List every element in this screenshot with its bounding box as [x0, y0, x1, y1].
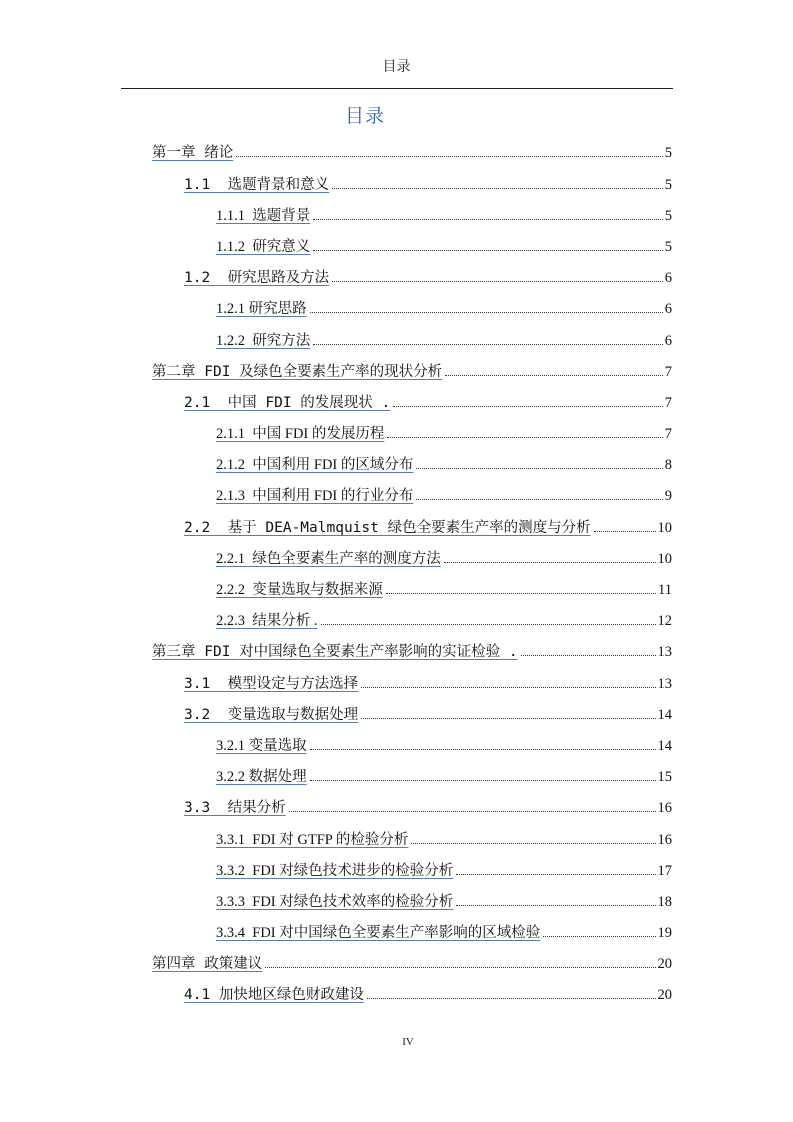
toc-entry-page-number: 9: [664, 488, 672, 505]
toc-dot-leader: [236, 155, 663, 157]
toc-chapter-entry[interactable]: [152, 138, 672, 169]
toc-entry-page-number: 6: [664, 301, 672, 318]
toc-dot-leader: [416, 467, 662, 469]
toc-entry-page-number: 16: [657, 800, 672, 817]
toc-subsection-entry[interactable]: [216, 201, 672, 232]
toc-entry-title[interactable]: 第一章 绪论: [152, 145, 234, 162]
toc-entry-page-number: 7: [664, 394, 672, 411]
toc-entry-page-number: 8: [664, 457, 672, 474]
toc-entry-page-number: 13: [657, 644, 672, 661]
toc-subsection-entry[interactable]: [216, 762, 672, 793]
toc-entry-page-number: 7: [664, 426, 672, 443]
toc-dot-leader: [313, 343, 663, 345]
toc-chapter-entry[interactable]: [152, 637, 672, 668]
toc-entry-title[interactable]: 1.2.1 研究思路: [216, 301, 307, 318]
toc-dot-leader: [393, 405, 662, 407]
toc-dot-leader: [265, 966, 655, 968]
toc-entry-page-number: 5: [664, 176, 672, 193]
toc-entry-title[interactable]: 1.1 选题背景和意义: [184, 176, 330, 193]
toc-section-entry[interactable]: [184, 700, 672, 731]
toc-subsection-entry[interactable]: [216, 481, 672, 512]
toc-dot-leader: [361, 686, 655, 688]
toc-subsection-entry[interactable]: [216, 606, 672, 637]
toc-entry-title[interactable]: 4.1 加快地区绿色财政建设: [184, 987, 364, 1004]
toc-subsection-entry[interactable]: [216, 887, 672, 918]
toc-entry-title[interactable]: 2.2 基于 DEA-Malmquist 绿色全要素生产率的测度与分析: [184, 519, 591, 536]
toc-subsection-entry[interactable]: [216, 326, 672, 357]
running-header: 目录: [382, 60, 411, 75]
toc-dot-leader: [310, 779, 656, 781]
toc-dot-leader: [310, 311, 663, 313]
toc-entry-title[interactable]: 2.1 中国 FDI 的发展现状 .: [184, 394, 391, 411]
toc-dot-leader: [411, 842, 655, 844]
toc-subsection-entry[interactable]: [216, 544, 672, 575]
toc-dot-leader: [521, 654, 656, 656]
toc-dot-leader: [543, 935, 655, 937]
header-rule: [121, 88, 673, 89]
toc-entry-page-number: 7: [664, 363, 672, 380]
toc-dot-leader: [289, 810, 656, 812]
toc-dot-leader: [321, 623, 656, 625]
toc-subsection-entry[interactable]: [216, 450, 672, 481]
toc-dot-leader: [456, 904, 655, 906]
toc-section-entry[interactable]: [184, 793, 672, 824]
toc-dot-leader: [444, 561, 656, 563]
toc-entry-page-number: 16: [657, 831, 672, 848]
toc-entry-title[interactable]: 1.2.2 研究方法: [216, 332, 311, 349]
toc-section-entry[interactable]: [184, 513, 672, 544]
toc-dot-leader: [332, 280, 663, 282]
toc-entry-title[interactable]: 2.2.1 绿色全要素生产率的测度方法: [216, 550, 441, 567]
toc-subsection-entry[interactable]: [216, 856, 672, 887]
toc-entry-page-number: 6: [664, 270, 672, 287]
toc-entry-title[interactable]: 3.3 结果分析: [184, 800, 286, 817]
toc-entry-title[interactable]: 1.2 研究思路及方法: [184, 270, 330, 287]
toc-dot-leader: [313, 218, 663, 220]
toc-section-entry[interactable]: [184, 170, 672, 201]
toc-dot-leader: [387, 436, 662, 438]
toc-dot-leader: [313, 249, 663, 251]
toc-dot-leader: [594, 530, 656, 532]
toc-dot-leader: [456, 873, 655, 875]
toc-entry-title[interactable]: 3.3.3 FDI 对绿色技术效率的检验分析: [216, 893, 454, 910]
toc-entry-title[interactable]: 第二章 FDI 及绿色全要素生产率的现状分析: [152, 363, 443, 380]
toc-entry-page-number: 19: [657, 925, 672, 942]
toc-dot-leader: [367, 997, 656, 999]
toc-entry-page-number: 5: [664, 145, 672, 162]
toc-entry-title[interactable]: 3.2.2 数据处理: [216, 769, 307, 786]
toc-entry-title[interactable]: 2.2.2 变量选取与数据来源: [216, 582, 383, 599]
toc-entry-page-number: 17: [657, 862, 672, 879]
toc-dot-leader: [386, 592, 656, 594]
toc-dot-leader: [310, 748, 656, 750]
toc-dot-leader: [416, 498, 662, 500]
page-number-footer: IV: [402, 1036, 414, 1048]
toc-chapter-entry[interactable]: [152, 949, 672, 980]
toc-entry-title[interactable]: 3.3.2 FDI 对绿色技术进步的检验分析: [216, 862, 454, 879]
toc-section-entry[interactable]: [184, 388, 672, 419]
toc-entry-page-number: 14: [657, 706, 672, 723]
toc-section-entry[interactable]: [184, 980, 672, 1011]
toc-dot-leader: [361, 717, 655, 719]
toc-entry-page-number: 20: [657, 956, 672, 973]
toc-entry-title[interactable]: 1.1.2 研究意义: [216, 238, 311, 255]
toc-entry-page-number: 10: [657, 519, 672, 536]
toc-dot-leader: [445, 374, 663, 376]
toc-entry-title[interactable]: 3.3.1 FDI 对 GTFP 的检验分析: [216, 831, 409, 848]
toc-entry-page-number: 10: [657, 550, 672, 567]
toc-entry-title[interactable]: 3.2 变量选取与数据处理: [184, 706, 359, 723]
toc-dot-leader: [332, 187, 663, 189]
toc-entry-page-number: 6: [664, 332, 672, 349]
toc-entry-title[interactable]: 2.1.2 中国利用 FDI 的区域分布: [216, 457, 414, 474]
toc-entry-page-number: 5: [664, 238, 672, 255]
toc-entry-page-number: 20: [657, 987, 672, 1004]
toc-entry-page-number: 14: [657, 737, 672, 754]
toc-section-entry[interactable]: [184, 263, 672, 294]
toc-subsection-entry[interactable]: [216, 731, 672, 762]
toc-entry-page-number: 13: [657, 675, 672, 692]
toc-entry-title[interactable]: 第四章 政策建议: [152, 956, 263, 973]
toc-subsection-entry[interactable]: [216, 825, 672, 856]
toc-entry-title[interactable]: 第三章 FDI 对中国绿色全要素生产率影响的实证检验 .: [152, 644, 518, 661]
toc-chapter-entry[interactable]: [152, 357, 672, 388]
toc-subsection-entry[interactable]: [216, 575, 672, 606]
toc-subsection-entry[interactable]: [216, 419, 672, 450]
toc-entry-page-number: 5: [664, 207, 672, 224]
toc-entry-page-number: 18: [657, 893, 672, 910]
toc-entry-title[interactable]: 3.2.1 变量选取: [216, 737, 307, 754]
toc-entry-page-number: 15: [657, 769, 672, 786]
toc-section-entry[interactable]: [184, 669, 672, 700]
toc-subsection-entry[interactable]: [216, 294, 672, 325]
toc-entry-page-number: 11: [658, 582, 672, 599]
toc-entry-title[interactable]: 2.1.3 中国利用 FDI 的行业分布: [216, 488, 414, 505]
toc-subsection-entry[interactable]: [216, 918, 672, 949]
toc-entry-title[interactable]: 2.2.3 结果分析 .: [216, 613, 318, 630]
toc-entry-page-number: 12: [657, 613, 672, 630]
toc-entry-title[interactable]: 3.1 模型设定与方法选择: [184, 675, 359, 692]
table-of-contents: [0, 138, 793, 1011]
toc-subsection-entry[interactable]: [216, 232, 672, 263]
toc-title: 目录: [345, 105, 386, 127]
toc-entry-title[interactable]: 1.1.1 选题背景: [216, 207, 311, 224]
toc-entry-title[interactable]: 2.1.1 中国 FDI 的发展历程: [216, 426, 385, 443]
toc-entry-title[interactable]: 3.3.4 FDI 对中国绿色全要素生产率影响的区域检验: [216, 925, 541, 942]
